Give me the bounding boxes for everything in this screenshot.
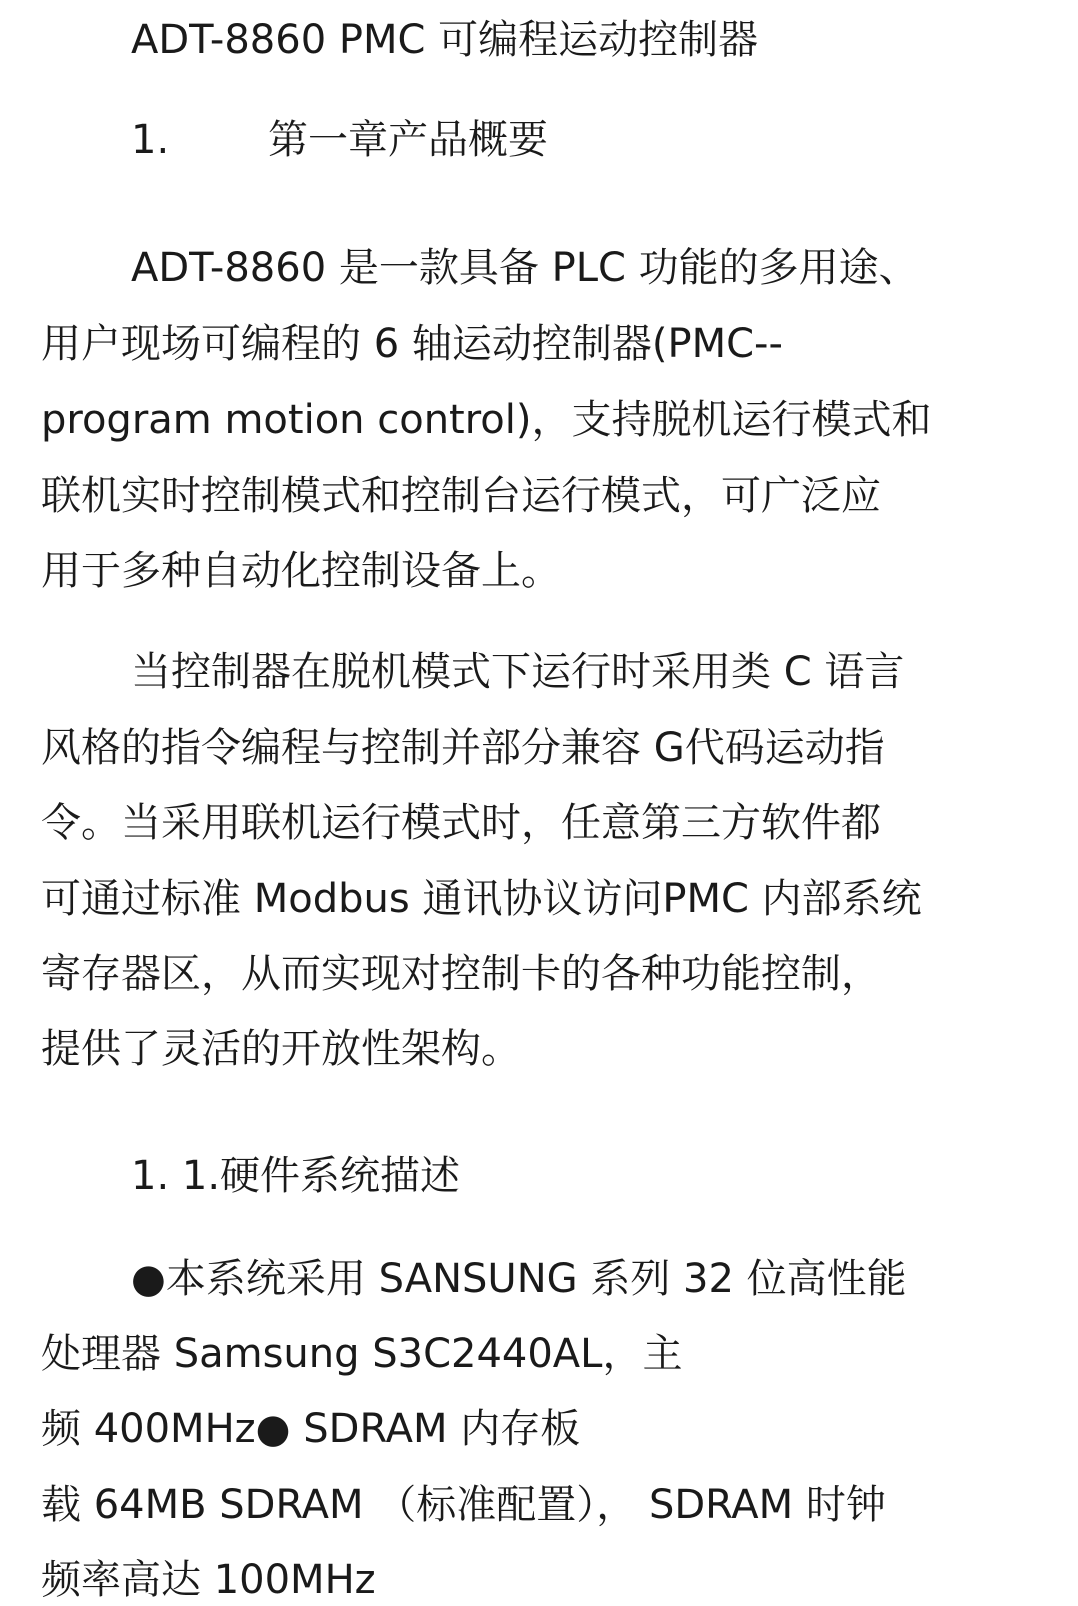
paragraph-1-line: 用于多种自动化控制设备上。 [41, 548, 561, 594]
paragraph-1-line: 用户现场可编程的 6 轴运动控制器(PMC-- [41, 321, 783, 367]
paragraph-3-line: ●本系统采用 SANSUNG 系列 32 位高性能 [131, 1256, 907, 1302]
paragraph-1-line: 联机实时控制模式和控制台运行模式，可广泛应 [41, 473, 881, 519]
paragraph-2-line: 寄存器区，从而实现对控制卡的各种功能控制， [41, 951, 881, 997]
paragraph-2-line: 提供了灵活的开放性架构。 [41, 1026, 521, 1072]
chapter-number: 1. [131, 117, 170, 163]
paragraph-2-line: 可通过标准 Modbus 通讯协议访问PMC 内部系统 [41, 876, 922, 922]
paragraph-2-line: 风格的指令编程与控制并部分兼容 G代码运动指 [41, 725, 885, 771]
section-heading: 1. 1.硬件系统描述 [131, 1153, 461, 1199]
paragraph-2-line: 当控制器在脱机模式下运行时采用类 C 语言 [131, 649, 905, 695]
paragraph-3-line: 处理器 Samsung S3C2440AL，主 [41, 1331, 683, 1377]
document-title: ADT-8860 PMC 可编程运动控制器 [131, 17, 759, 63]
paragraph-1-line: program motion control)，支持脱机运行模式和 [41, 397, 932, 443]
paragraph-2-line: 令。当采用联机运行模式时，任意第三方软件都 [41, 800, 881, 846]
paragraph-1-line: ADT-8860 是一款具备 PLC 功能的多用途、 [131, 245, 919, 291]
chapter-heading [131, 116, 548, 164]
paragraph-3-line: 载 64MB SDRAM （标准配置）， SDRAM 时钟 [41, 1482, 886, 1528]
paragraph-3-line: 频 400MHz● SDRAM 内存板 [41, 1406, 581, 1452]
chapter-title: 第一章产品概要 [268, 117, 548, 163]
paragraph-3-line: 频率高达 100MHz [41, 1557, 376, 1603]
